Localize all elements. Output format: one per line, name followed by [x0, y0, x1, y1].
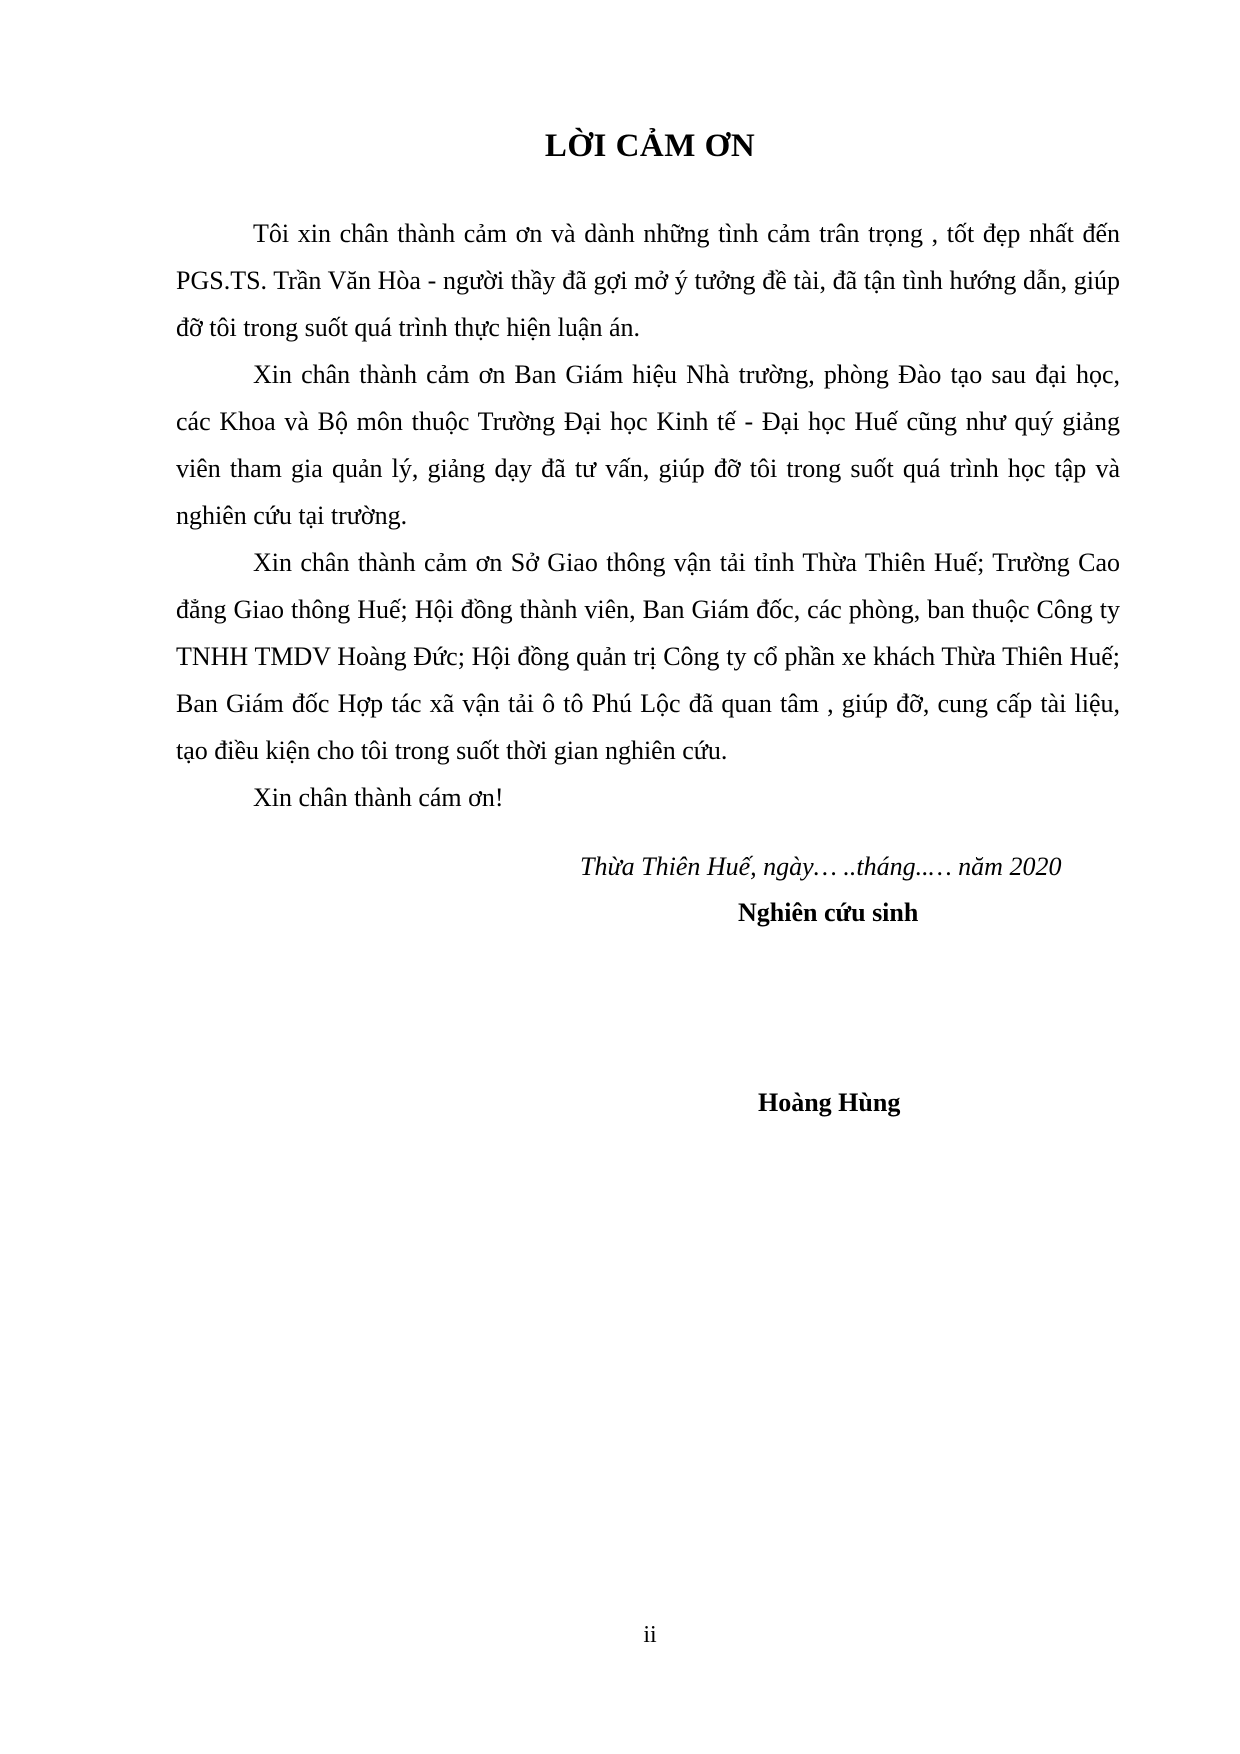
- signer-name: Hoàng Hùng: [758, 1088, 901, 1117]
- page-title: LỜI CẢM ƠN: [544, 128, 756, 164]
- signer-role: Nghiên cứu sinh: [738, 898, 919, 927]
- page-number: ii: [643, 1622, 657, 1648]
- paragraph-organizations: Xin chân thành cảm ơn Sở Giao thông vận tải tỉnh Thừa Thiên Huế; Trường Cao đẳng Giao thông Huế; Hội đồng thành viên, Ban Giám đốc, các phòng, ban thuộc Công ty TNHH TMDV Hoàng Đức; Hội đồng quản trị Công ty cổ phần xe khách Thừa Thiên Huế; Ban Giám đốc Hợp tác xã vận tải ô tô Phú Lộc đã quan tâm , giúp đỡ, cung cấp tài liệu, tạo điều kiện cho tôi trong suốt thời gian nghiên cứu.: [176, 548, 1120, 765]
- paragraph-advisor: Tôi xin chân thành cảm ơn và dành những tình cảm trân trọng , tốt đẹp nhất đến PGS.TS. Trần Văn Hòa - người thầy đã gợi mở ý tưởng đề tài, đã tận tình hướng dẫn, giúp đỡ tôi trong suốt quá trình thực hiện luận án.: [176, 219, 1120, 342]
- paragraph-university: Xin chân thành cảm ơn Ban Giám hiệu Nhà trường, phòng Đào tạo sau đại học, các Khoa và Bộ môn thuộc Trường Đại học Kinh tế - Đại học Huế cũng như quý giảng viên tham gia quản lý, giảng dạy đã tư vấn, giúp đỡ tôi trong suốt quá trình học tập và nghiên cứu tại trường.: [176, 360, 1120, 530]
- acknowledgement-body: [176, 210, 1120, 821]
- paragraph-closing: Xin chân thành cám ơn!: [253, 783, 504, 812]
- place-date: Thừa Thiên Huế, ngày… ..tháng..… năm 2020: [580, 852, 1062, 881]
